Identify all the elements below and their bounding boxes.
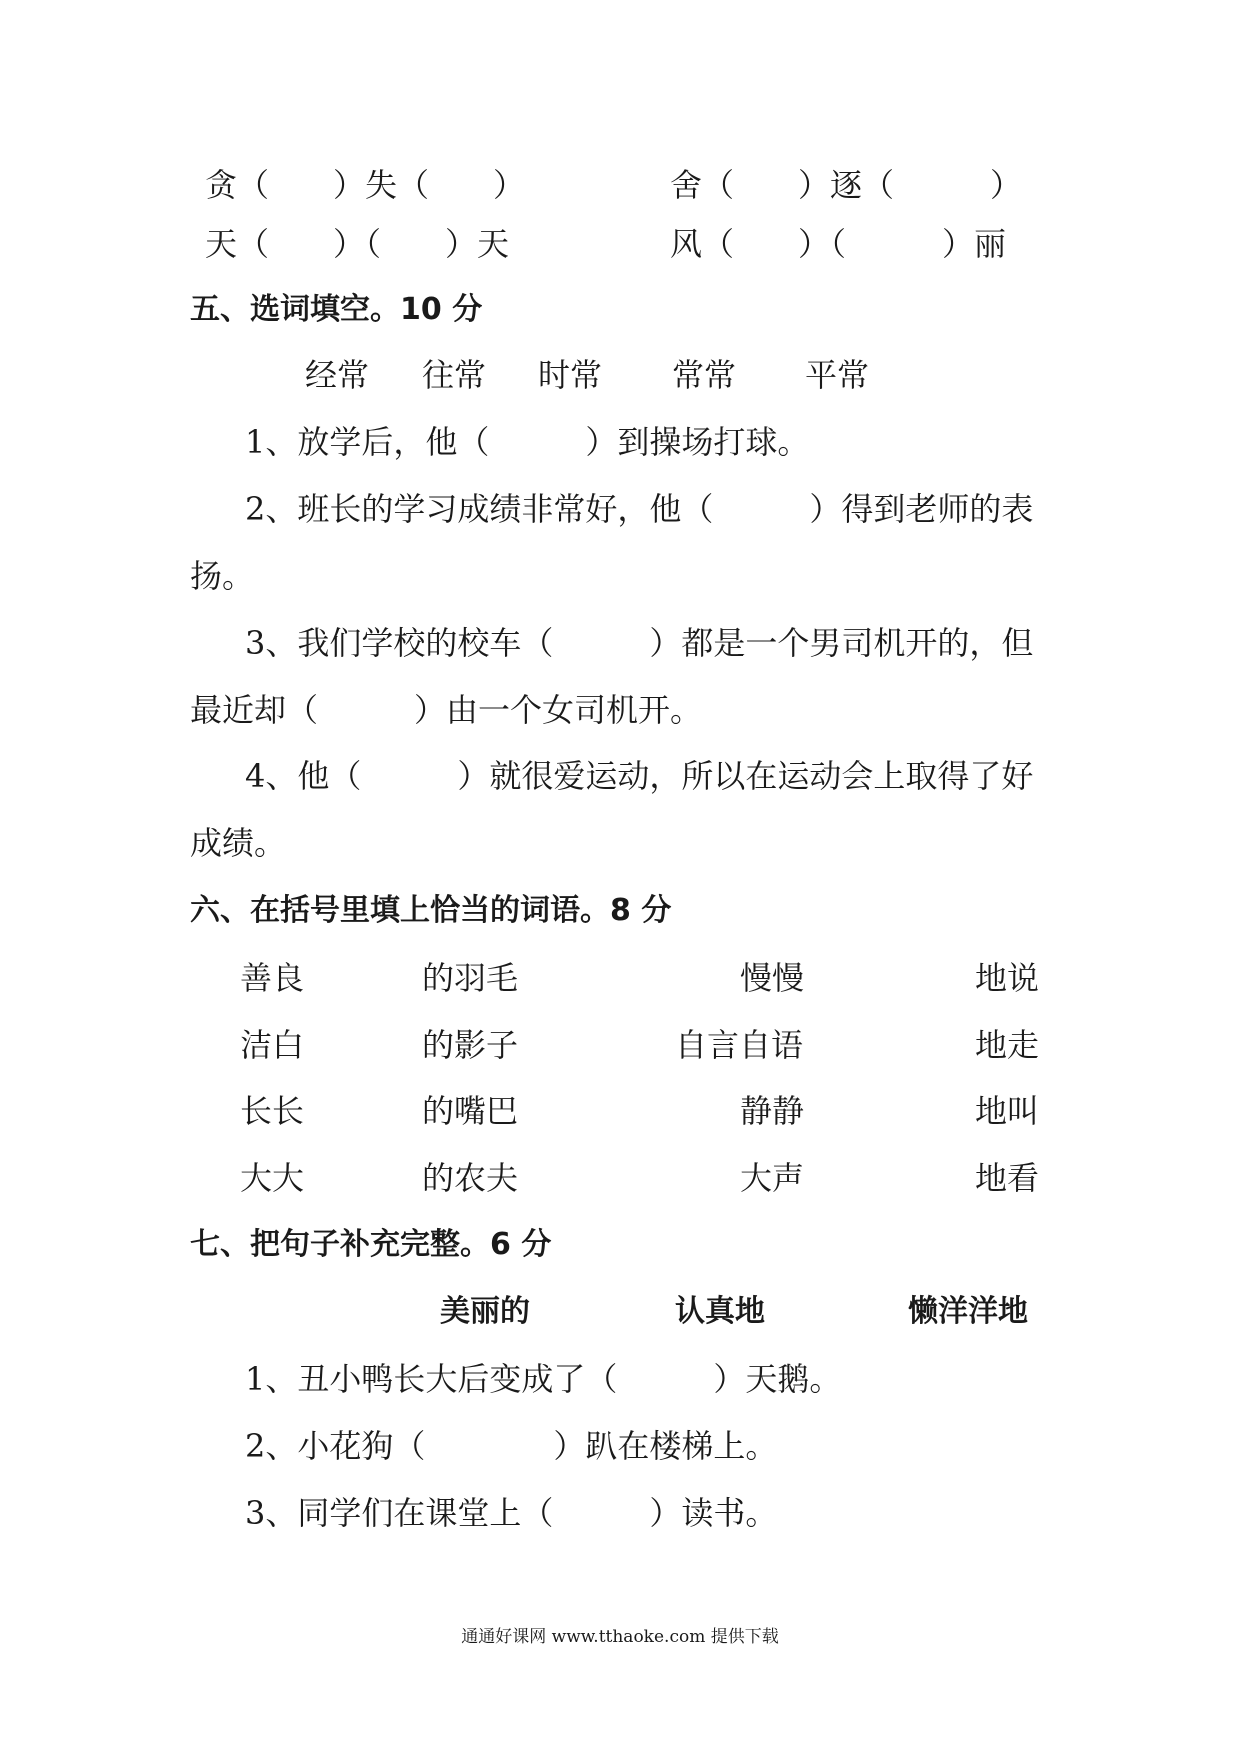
table-row [0,1158,1240,1198]
idiom-row2-left: 天（ ）（ ）天 [205,225,510,263]
word-bank-item: 懒洋洋地 [908,1294,1028,1329]
word-bank-item: 时常 [538,356,603,394]
idiom-row1-left: 贪（ ）失（ ） [205,166,526,204]
verb-phrase: 地叫 [975,1092,1040,1130]
adjective: 善良 [240,959,305,997]
section5-question-4-cont: 成绩。 [190,824,287,862]
section5-word-bank [0,355,1240,395]
adverb: 静静 [740,1092,805,1130]
noun-phrase: 的影子 [422,1026,519,1064]
word-bank-item: 往常 [422,356,487,394]
section6-heading: 六、在括号里填上恰当的词语。8 分 [190,893,672,928]
verb-phrase: 地看 [975,1159,1040,1197]
word-bank-item: 平常 [805,356,870,394]
section7-question-3: 3、同学们在课堂上（ ）读书。 [245,1494,778,1532]
footer-attribution: 通通好课网 www.tthaoke.com 提供下载 [461,1627,779,1647]
word-bank-item: 认真地 [675,1294,765,1329]
noun-phrase: 的羽毛 [422,959,519,997]
section5-question-3-cont: 最近却（ ）由一个女司机开。 [190,691,703,729]
section5-heading: 五、选词填空。10 分 [190,292,483,327]
adverb: 自言自语 [675,1026,804,1064]
adverb: 大声 [740,1159,805,1197]
section7-word-bank [0,1292,1240,1332]
section5-question-3: 3、我们学校的校车（ ）都是一个男司机开的，但 [245,624,1034,662]
adjective: 大大 [240,1159,305,1197]
adjective: 长长 [240,1092,305,1130]
noun-phrase: 的嘴巴 [422,1092,519,1130]
adjective: 洁白 [240,1026,305,1064]
table-row [0,1025,1240,1065]
verb-phrase: 地说 [975,959,1040,997]
idiom-row1-right: 舍（ ）逐（ ） [670,166,1023,204]
section5-question-2: 2、班长的学习成绩非常好，他（ ）得到老师的表 [245,490,1034,528]
word-bank-item: 常常 [672,356,737,394]
word-bank-item: 经常 [305,356,370,394]
noun-phrase: 的农夫 [422,1159,519,1197]
section7-heading: 七、把句子补充完整。6 分 [190,1227,552,1262]
verb-phrase: 地走 [975,1026,1040,1064]
section7-question-2: 2、小花狗（ ）趴在楼梯上。 [245,1427,778,1465]
section5-question-1: 1、放学后，他（ ）到操场打球。 [245,423,810,461]
section7-question-1: 1、丑小鸭长大后变成了（ ）天鹅。 [245,1360,842,1398]
table-row [0,1091,1240,1131]
adverb: 慢慢 [740,959,805,997]
word-bank-item: 美丽的 [440,1294,530,1329]
section5-question-2-cont: 扬。 [190,557,255,595]
idiom-row2-right: 风（ ）（ ）丽 [670,225,1007,263]
section5-question-4: 4、他（ ）就很爱运动，所以在运动会上取得了好 [245,757,1034,795]
table-row [0,958,1240,998]
